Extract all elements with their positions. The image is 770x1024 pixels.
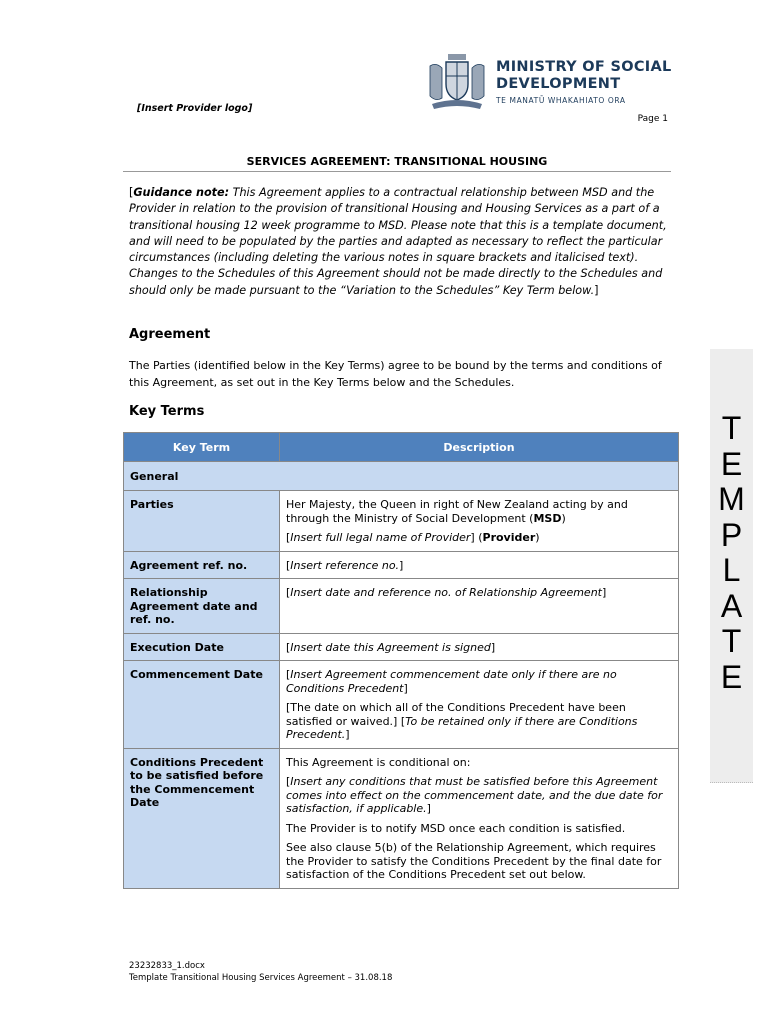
watermark-letter: E (720, 658, 743, 695)
page-number: Page 1 (637, 114, 668, 124)
key-term-cell: Execution Date (124, 633, 280, 661)
logo-name-line1: MINISTRY OF SOCIAL (496, 59, 672, 75)
col-header-description: Description (280, 433, 679, 462)
logo-name-line2: DEVELOPMENT (496, 76, 621, 92)
key-terms-heading: Key Terms (129, 404, 205, 419)
watermark-letter: E (720, 445, 743, 482)
watermark-letter: T (721, 623, 742, 659)
key-term-cell: Parties (124, 491, 280, 552)
logo-maori-name: TE MANATŪ WHAKAHIATO ORA (496, 96, 626, 105)
key-term-cell: Conditions Precedent to be satisfied before the Commencement Date (124, 748, 280, 888)
provider-logo-placeholder: [Insert Provider logo] (137, 103, 253, 114)
table-row-conditions-precedent (124, 748, 679, 888)
table-row-parties (124, 491, 679, 552)
key-term-cell: Commencement Date (124, 661, 280, 749)
key-term-cell: Relationship Agreement date and ref. no. (124, 579, 280, 634)
footer (129, 960, 392, 984)
watermark-letter: L (722, 552, 741, 588)
key-terms-table (123, 432, 679, 889)
watermark-letter: P (720, 516, 743, 553)
template-watermark (710, 349, 753, 783)
section-general: General (124, 462, 679, 491)
table-row-execution-date (124, 633, 679, 661)
key-term-cell: Agreement ref. no. (124, 551, 280, 579)
coat-of-arms-icon (424, 52, 490, 114)
table-row-relationship-agreement (124, 579, 679, 634)
table-row-agreement-ref (124, 551, 679, 579)
msd-logo (424, 52, 674, 114)
parties-intro-text: The Parties (identified below in the Key Terms) agree to be bound by the terms and conditions of this Agreement, as set out in the Key Terms below and the Schedules. (129, 359, 662, 389)
description-cell: [Insert Agreement commencement date only if there are no Conditions Precedent] [The date on which all of the Conditions Precedent have been satisfied or waived.] [To be retained only if there are Conditions Precedent.] (280, 661, 679, 749)
description-cell: This Agreement is conditional on: [Insert any conditions that must be satisfied before this Agreement comes into effect on the commencement date, and the due date for satisfaction, if applicable.] The Provider is to notify MSD once each condition is satisfied. See also clause 5(b) of the Relationship Agreement, which requires the Provider to satisfy the Conditions Precedent by the final date for satisfaction of the Conditions Precedent set out below. (280, 748, 679, 888)
watermark-letter: M (718, 481, 745, 517)
guidance-note: [Guidance note: This Agreement applies to a contractual relationship between MSD and the Provider in relation to the provision of transitional Housing and Housing Services as a part of a transitional housing 12 week programme to MSD. Please note that this is a template document, and will need to be populated by the parties and adapted as necessary to reflect the particular circumstances (including deleting the various notes in square brackets and italicised text). Changes to the Schedules of this Agreement should not be made directly to the Schedules and should only be made pursuant to the “Variation to the Schedules” Key Term below.] (129, 186, 667, 297)
footer-doc-title: Template Transitional Housing Services Agreement – 31.08.18 (129, 973, 393, 983)
description-cell: Her Majesty, the Queen in right of New Zealand acting by and through the Ministry of Social Development (MSD) [Insert full legal name of Provider] (Provider) (280, 491, 679, 552)
description-cell: [Insert date and reference no. of Relationship Agreement] (280, 579, 679, 634)
agreement-heading: Agreement (129, 327, 211, 342)
description-cell: [Insert reference no.] (280, 551, 679, 579)
watermark-letter: T (721, 410, 742, 446)
col-header-key-term: Key Term (124, 433, 280, 462)
document-title: SERVICES AGREEMENT: TRANSITIONAL HOUSING (123, 155, 671, 172)
footer-doc-id: 23232833_1.docx (129, 961, 205, 971)
table-row-commencement-date (124, 661, 679, 749)
description-cell: [Insert date this Agreement is signed] (280, 633, 679, 661)
watermark-letter: A (720, 587, 743, 624)
